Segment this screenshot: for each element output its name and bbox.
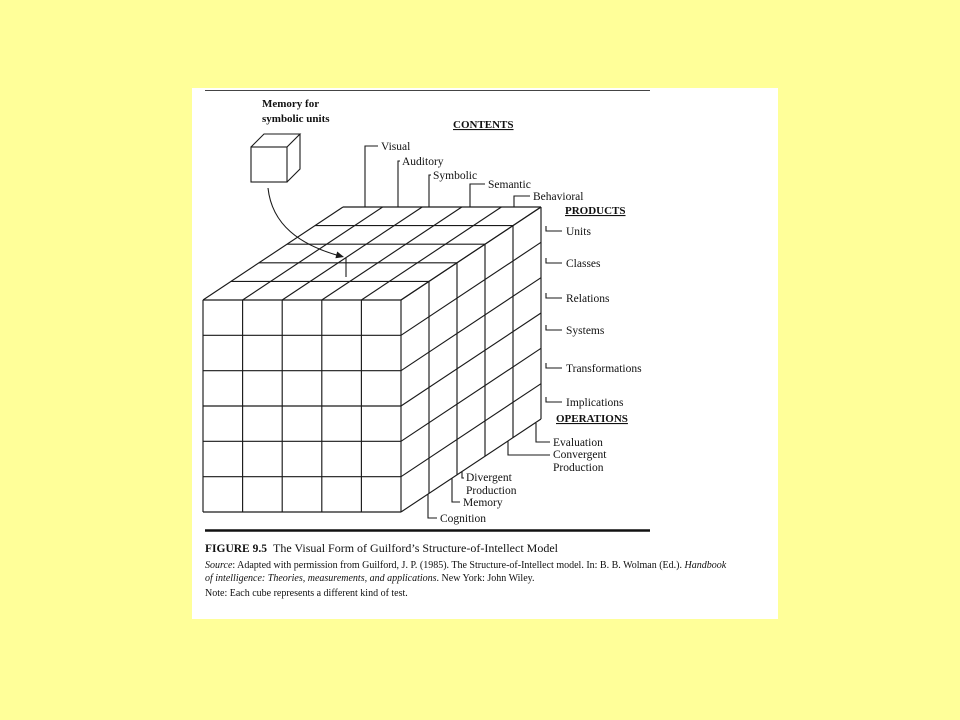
content-visual-label: Visual [381, 141, 411, 153]
operations-heading: OPERATIONS [556, 413, 628, 425]
content-behavioral-label: Behavioral [533, 191, 584, 203]
caption-source-italic-2: of intelligence: Theories, measurements, and applications [205, 573, 437, 584]
operation-convergent-label-2: Production [553, 462, 604, 474]
caption-title: The Visual Form of Guilford’s Structure-of-Intellect Model [273, 541, 558, 555]
operation-cognition-label: Cognition [440, 513, 487, 525]
caption-note: Note: Each cube represents a different kind of test. [205, 588, 408, 599]
product-units-label: Units [566, 226, 591, 238]
caption-source-italic-1: Handbook [684, 560, 727, 571]
operation-convergent-label: Convergent [553, 449, 607, 461]
products-heading: PRODUCTS [565, 205, 626, 217]
caption-source-text-2: . New York: John Wiley. [436, 573, 535, 584]
product-systems-label: Systems [566, 325, 605, 337]
caption-source-line-2 [205, 573, 534, 584]
inset-cube-label-line2: symbolic units [262, 113, 330, 125]
operation-evaluation-label: Evaluation [553, 437, 603, 449]
caption-source-text-1: : Adapted with permission from Guilford, J. P. (1985). The Structure-of-Intellect model. In: B. B. Wolman (Ed.). [232, 560, 685, 571]
caption-source-label: Source [205, 560, 233, 571]
inset-cube-label-line1: Memory for [262, 98, 320, 110]
operation-memory-label: Memory [463, 497, 503, 509]
product-implications-label: Implications [566, 397, 624, 409]
operation-divergent-label-2: Production [466, 485, 517, 497]
product-classes-label: Classes [566, 258, 601, 270]
caption-source-line-1 [205, 560, 727, 571]
contents-heading: CONTENTS [453, 119, 514, 131]
content-auditory-label: Auditory [402, 156, 444, 168]
content-semantic-label: Semantic [488, 179, 531, 191]
operation-divergent-label: Divergent [466, 472, 512, 484]
content-symbolic-label: Symbolic [433, 170, 478, 182]
product-relations-label: Relations [566, 293, 610, 305]
product-transformations-label: Transformations [566, 363, 642, 375]
caption-figure-number: FIGURE 9.5 [205, 543, 267, 555]
